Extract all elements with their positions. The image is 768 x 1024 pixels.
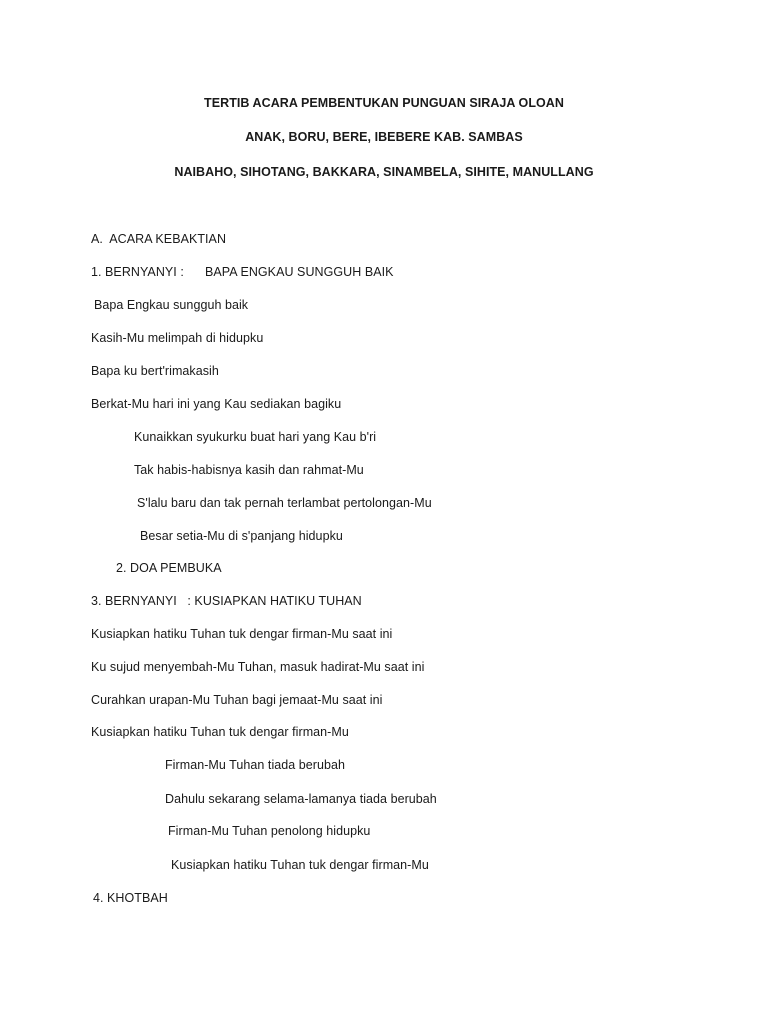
lyric-line: Kasih-Mu melimpah di hidupku [91,331,264,345]
item-heading-2: 2. DOA PEMBUKA [116,561,222,575]
document-subtitle: ANAK, BORU, BERE, IBEBERE KAB. SAMBAS [245,130,523,144]
document-clan-names: NAIBAHO, SIHOTANG, BAKKARA, SINAMBELA, SIHITE, MANULLANG [174,165,594,179]
item-heading-3: 3. BERNYANYI : KUSIAPKAN HATIKU TUHAN [91,594,362,608]
lyric-line: Besar setia-Mu di s'panjang hidupku [140,529,343,543]
document-title: TERTIB ACARA PEMBENTUKAN PUNGUAN SIRAJA OLOAN [204,96,564,110]
lyric-line: Curahkan urapan-Mu Tuhan bagi jemaat-Mu saat ini [91,693,383,707]
lyric-line: Kusiapkan hatiku Tuhan tuk dengar firman-Mu [91,725,349,739]
lyric-line: Dahulu sekarang selama-lamanya tiada berubah [165,792,437,806]
lyric-line: Firman-Mu Tuhan tiada berubah [165,758,346,772]
lyric-line: Tak habis-habisnya kasih dan rahmat-Mu [134,463,364,477]
lyric-line: Ku sujud menyembah-Mu Tuhan, masuk hadirat-Mu saat ini [91,660,425,674]
lyric-line: Firman-Mu Tuhan penolong hidupku [168,824,371,838]
section-heading-acara-kebaktian: A. ACARA KEBAKTIAN [91,232,227,246]
lyric-line: Bapa ku bert'rimakasih [91,364,219,378]
lyric-line: Bapa Engkau sungguh baik [94,298,249,312]
lyric-line: S'lalu baru dan tak pernah terlambat pertolongan-Mu [137,496,432,510]
item-heading-4: 4. KHOTBAH [93,891,168,905]
lyric-line: Berkat-Mu hari ini yang Kau sediakan bagiku [91,397,342,411]
lyric-line: Kusiapkan hatiku Tuhan tuk dengar firman-Mu [171,858,429,872]
lyric-line: Kunaikkan syukurku buat hari yang Kau b'ri [134,430,377,444]
lyric-line: Kusiapkan hatiku Tuhan tuk dengar firman-Mu saat ini [91,627,393,641]
item-heading-1: 1. BERNYANYI : BAPA ENGKAU SUNGGUH BAIK [91,265,394,279]
